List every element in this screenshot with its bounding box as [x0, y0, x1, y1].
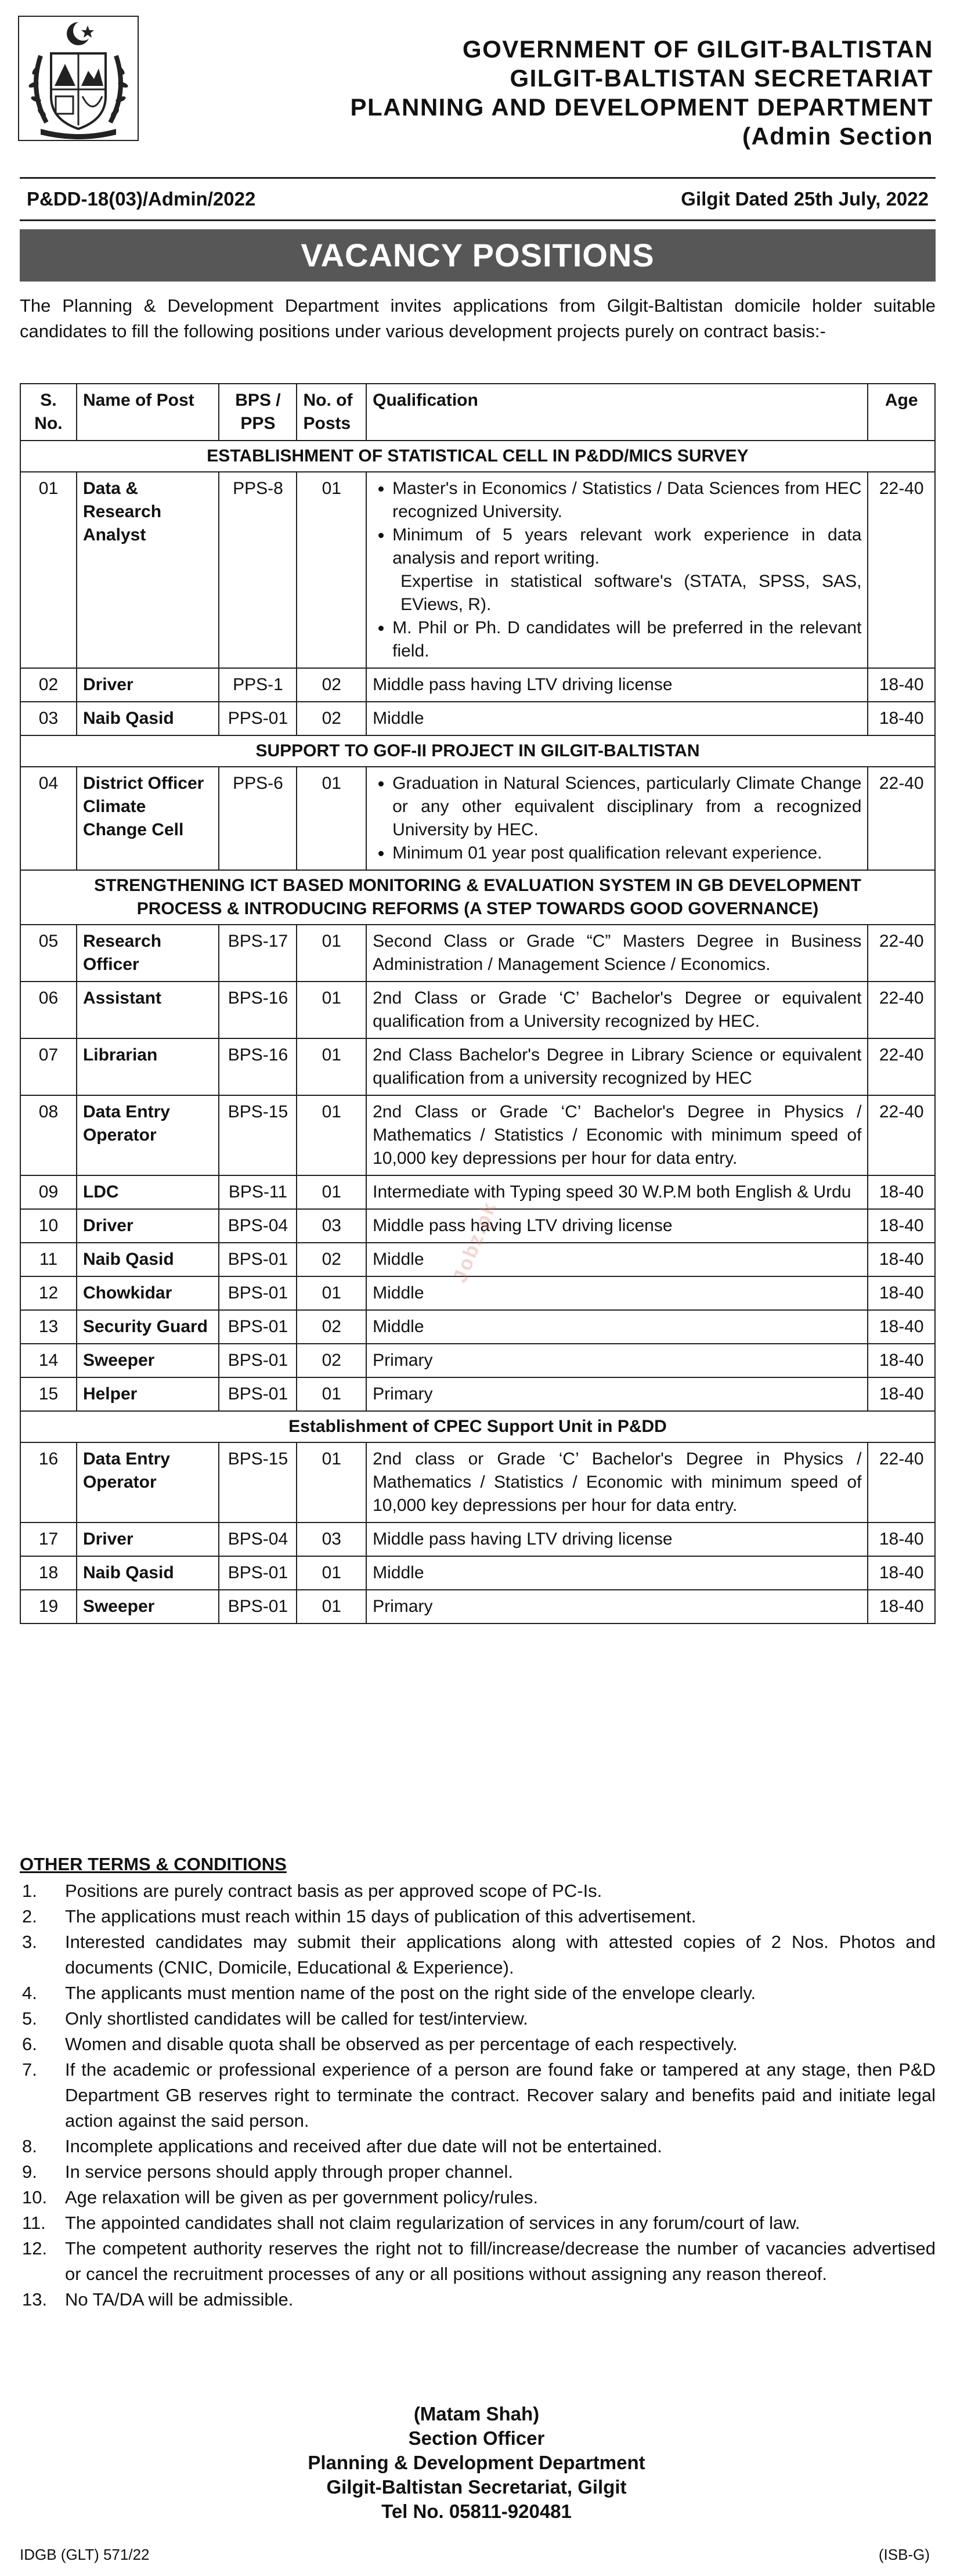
cell-age: 18-40 [868, 1344, 935, 1377]
cell-qualification: Intermediate with Typing speed 30 W.P.M both English & Urdu [366, 1175, 868, 1209]
gilgit-baltistan-emblem-icon [17, 15, 139, 142]
term-item [20, 1929, 936, 1980]
footer-region: (ISB-G) [878, 2546, 930, 2563]
intro-paragraph: The Planning & Development Department invites applications from Gilgit-Baltistan domicile holder suitable candidates to fill the following positions under various development projects purely on contract basis:- [20, 295, 936, 341]
section-title: SUPPORT TO GOF-II PROJECT IN GILGIT-BALTISTAN [20, 735, 935, 767]
cell-bps: BPS-01 [219, 1243, 297, 1276]
section-row [20, 441, 935, 472]
cell-post: Sweeper [77, 1344, 219, 1377]
cell-posts: 01 [297, 767, 366, 870]
cell-age: 18-40 [868, 1276, 935, 1310]
cell-age: 18-40 [868, 1590, 935, 1623]
section-title: Establishment of CPEC Support Unit in P&DD [20, 1411, 935, 1442]
term-number: 1. [22, 1881, 37, 1901]
qualification-item: Expertise in statistical software's (STATA, SPSS, SAS, EViews, R). [400, 572, 862, 614]
term-item [20, 2236, 936, 2287]
terms-heading: OTHER TERMS & CONDITIONS [20, 1854, 287, 1874]
cell-bps: BPS-16 [219, 982, 297, 1038]
cell-post: Driver [77, 668, 219, 702]
table-row [20, 1095, 935, 1175]
cell-qualification: Middle pass having LTV driving license [366, 1522, 868, 1556]
cell-posts: 01 [297, 982, 366, 1038]
cell-posts: 02 [297, 1243, 366, 1276]
header-posts: No. of Posts [297, 384, 366, 441]
cell-bps: BPS-11 [219, 1175, 297, 1209]
cell-posts: 01 [297, 1442, 366, 1522]
cell-sno: 09 [20, 1175, 77, 1209]
vacancy-table-body [20, 441, 935, 1623]
cell-qualification [366, 767, 868, 870]
qualification-item: • Minimum 01 year post qualification relevant experience. [392, 842, 861, 865]
cell-posts: 03 [297, 1522, 366, 1556]
cell-age: 22-40 [868, 767, 935, 870]
term-number: 7. [22, 2059, 37, 2080]
cell-bps: BPS-01 [219, 1377, 297, 1411]
cell-posts: 02 [297, 1310, 366, 1344]
cell-qualification: 2nd Class or Grade ‘C’ Bachelor's Degree in Physics / Mathematics / Statistics / Economic with minimum speed of 10,000 key depressions per hour for data entry. [366, 1095, 868, 1175]
cell-age: 18-40 [868, 1556, 935, 1590]
terms-list [20, 1878, 936, 2312]
cell-age: 18-40 [868, 702, 935, 735]
section-title: ESTABLISHMENT OF STATISTICAL CELL IN P&DD/MICS SURVEY [20, 441, 935, 472]
cell-bps: PPS-6 [219, 767, 297, 870]
cell-sno: 03 [20, 702, 77, 735]
table-header-row [20, 384, 935, 441]
cell-sno: 05 [20, 925, 77, 982]
table-row [20, 1038, 935, 1095]
cell-sno: 12 [20, 1276, 77, 1310]
reference-date: Gilgit Dated 25th July, 2022 [681, 188, 929, 210]
term-item [20, 2287, 936, 2312]
term-number: 8. [22, 2136, 37, 2156]
signatory-office: Gilgit-Baltistan Secretariat, Gilgit [326, 2476, 627, 2498]
cell-sno: 06 [20, 982, 77, 1038]
table-row [20, 1276, 935, 1310]
cell-qualification: 2nd Class Bachelor's Degree in Library Science or equivalent qualification from a university recognized by HEC [366, 1038, 868, 1095]
cell-sno: 18 [20, 1556, 77, 1590]
cell-post: Data Entry Operator [77, 1442, 219, 1522]
signatory-designation: Section Officer [408, 2427, 545, 2449]
table-row [20, 1175, 935, 1209]
table-row [20, 1344, 935, 1377]
cell-posts: 01 [297, 1038, 366, 1095]
term-number: 9. [22, 2162, 37, 2182]
cell-qualification: Primary [366, 1590, 868, 1623]
footer-code: IDGB (GLT) 571/22 [20, 2546, 150, 2563]
table-row [20, 1556, 935, 1590]
term-text: Interested candidates may submit their applications along with attested copies of 2 Nos. Photos and documents (CNIC, Domicile, Educational & Experience). [65, 1932, 936, 1978]
cell-age: 22-40 [868, 925, 935, 982]
header-line-secretariat: GILGIT-BALTISTAN SECRETARIAT [510, 64, 933, 92]
cell-sno: 17 [20, 1522, 77, 1556]
cell-sno: 14 [20, 1344, 77, 1377]
qualification-item: • Graduation in Natural Sciences, particularly Climate Change or any other equivalent disciplinary from a recognized University by HEC. [392, 772, 861, 842]
cell-qualification: Second Class or Grade “C” Masters Degree in Business Administration / Management Science / Economics. [366, 925, 868, 982]
term-item [20, 2159, 936, 2185]
term-text: Incomplete applications and received after due date will not be entertained. [65, 2136, 662, 2156]
signatory-name: (Matam Shah) [413, 2403, 540, 2425]
header-sno: S. No. [20, 384, 77, 441]
term-number: 13. [22, 2289, 48, 2310]
term-number: 11. [22, 2213, 46, 2233]
cell-bps: BPS-15 [219, 1095, 297, 1175]
cell-age: 22-40 [868, 1095, 935, 1175]
header-age: Age [868, 384, 935, 441]
header-line-department: PLANNING AND DEVELOPMENT DEPARTMENT [350, 93, 933, 121]
cell-post: Driver [77, 1522, 219, 1556]
cell-age: 18-40 [868, 1522, 935, 1556]
cell-post: District Officer Climate Change Cell [77, 767, 219, 870]
cell-posts: 01 [297, 1590, 366, 1623]
cell-age: 18-40 [868, 1243, 935, 1276]
term-item [20, 2057, 936, 2134]
term-item [20, 2210, 936, 2236]
cell-posts: 01 [297, 1276, 366, 1310]
cell-post: Research Officer [77, 925, 219, 982]
signatory-department: Planning & Development Department [308, 2452, 645, 2473]
header-post: Name of Post [77, 384, 219, 441]
table-row [20, 767, 935, 870]
term-text: No TA/DA will be admissible. [65, 2289, 294, 2310]
cell-bps: BPS-04 [219, 1522, 297, 1556]
term-item [20, 2032, 936, 2057]
reference-bar [20, 177, 936, 221]
cell-posts: 03 [297, 1209, 366, 1243]
cell-post: Security Guard [77, 1310, 219, 1344]
term-text: Women and disable quota shall be observed as per percentage of each respectively. [65, 2034, 738, 2054]
cell-qualification: Primary [366, 1344, 868, 1377]
header-qualification: Qualification [366, 384, 868, 441]
section-title: STRENGTHENING ICT BASED MONITORING & EVALUATION SYSTEM IN GB DEVELOPMENT PROCESS & INTRODUCING REFORMS (A STEP TOWARDS GOOD GOVERNANCE) [20, 870, 935, 925]
term-text: The appointed candidates shall not claim regularization of services in any forum/court of law. [65, 2213, 800, 2233]
cell-bps: PPS-01 [219, 702, 297, 735]
cell-qualification: Middle [366, 1243, 868, 1276]
cell-qualification: Middle [366, 1310, 868, 1344]
term-number: 6. [22, 2034, 37, 2054]
cell-bps: BPS-17 [219, 925, 297, 982]
section-row [20, 870, 935, 925]
section-row [20, 735, 935, 767]
cell-post: Librarian [77, 1038, 219, 1095]
cell-sno: 11 [20, 1243, 77, 1276]
cell-post: Naib Qasid [77, 702, 219, 735]
cell-bps: BPS-01 [219, 1310, 297, 1344]
cell-sno: 08 [20, 1095, 77, 1175]
cell-qualification [366, 472, 868, 668]
header-line-government: GOVERNMENT OF GILGIT-BALTISTAN [462, 35, 933, 63]
term-text: Only shortlisted candidates will be called for test/interview. [65, 2008, 528, 2029]
term-item [20, 1980, 936, 2006]
cell-post: Naib Qasid [77, 1243, 219, 1276]
table-row [20, 668, 935, 702]
cell-post: LDC [77, 1175, 219, 1209]
cell-sno: 13 [20, 1310, 77, 1344]
term-item [20, 2134, 936, 2159]
term-number: 2. [22, 1906, 37, 1926]
cell-post: Data Entry Operator [77, 1095, 219, 1175]
page-title: VACANCY POSITIONS [20, 229, 936, 282]
cell-qualification: 2nd class or Grade ‘C’ Bachelor's Degree in Physics / Mathematics / Statistics / Economic with minimum speed of 10,000 key depressions per hour for data entry. [366, 1442, 868, 1522]
cell-sno: 07 [20, 1038, 77, 1095]
term-text: The applicants must mention name of the post on the right side of the envelope clearly. [65, 1983, 756, 2003]
term-text: In service persons should apply through proper channel. [65, 2162, 514, 2182]
qualification-item: • Master's in Economics / Statistics / Data Sciences from HEC recognized University. [392, 477, 861, 524]
cell-bps: BPS-01 [219, 1556, 297, 1590]
term-text: The applications must reach within 15 days of publication of this advertisement. [65, 1906, 696, 1926]
cell-sno: 02 [20, 668, 77, 702]
cell-posts: 01 [297, 472, 366, 668]
signatory-tel: Tel No. 05811-920481 [381, 2501, 572, 2522]
cell-posts: 02 [297, 1344, 366, 1377]
term-number: 4. [22, 1983, 37, 2003]
cell-qualification: Middle [366, 1556, 868, 1590]
term-item [20, 2006, 936, 2032]
cell-age: 22-40 [868, 472, 935, 668]
cell-qualification: Middle [366, 1276, 868, 1310]
cell-sno: 04 [20, 767, 77, 870]
cell-post: Driver [77, 1209, 219, 1243]
table-row [20, 1522, 935, 1556]
term-number: 10. [22, 2187, 48, 2207]
cell-bps: BPS-01 [219, 1344, 297, 1377]
cell-sno: 01 [20, 472, 77, 668]
table-row [20, 1377, 935, 1411]
table-row [20, 1209, 935, 1243]
term-text: Positions are purely contract basis as per approved scope of PC-Is. [65, 1881, 602, 1901]
cell-age: 18-40 [868, 1209, 935, 1243]
cell-sno: 15 [20, 1377, 77, 1411]
cell-bps: BPS-01 [219, 1276, 297, 1310]
cell-bps: BPS-15 [219, 1442, 297, 1522]
cell-bps: BPS-16 [219, 1038, 297, 1095]
term-item [20, 1878, 936, 1904]
cell-age: 18-40 [868, 1310, 935, 1344]
header-bps: BPS / PPS [219, 384, 297, 441]
term-number: 12. [22, 2238, 48, 2258]
cell-age: 22-40 [868, 1442, 935, 1522]
table-row [20, 702, 935, 735]
cell-posts: 01 [297, 925, 366, 982]
cell-bps: BPS-01 [219, 1590, 297, 1623]
cell-qualification: 2nd Class or Grade ‘C’ Bachelor's Degree or equivalent qualification from a University recognized by HEC. [366, 982, 868, 1038]
qualification-list [373, 772, 861, 865]
cell-post: Sweeper [77, 1590, 219, 1623]
cell-post: Naib Qasid [77, 1556, 219, 1590]
cell-age: 18-40 [868, 1377, 935, 1411]
qualification-list [373, 477, 861, 663]
header-line-section: (Admin Section [742, 122, 933, 150]
cell-posts: 01 [297, 1556, 366, 1590]
vacancy-table [20, 383, 936, 1624]
cell-posts: 01 [297, 1095, 366, 1175]
cell-posts: 02 [297, 702, 366, 735]
table-row [20, 472, 935, 668]
cell-qualification: Middle pass having LTV driving license [366, 668, 868, 702]
term-item [20, 1904, 936, 1929]
cell-age: 18-40 [868, 668, 935, 702]
term-number: 5. [22, 2008, 37, 2029]
cell-post: Helper [77, 1377, 219, 1411]
cell-sno: 19 [20, 1590, 77, 1623]
table-row [20, 1442, 935, 1522]
section-row [20, 1411, 935, 1442]
cell-bps: PPS-1 [219, 668, 297, 702]
table-row [20, 1590, 935, 1623]
cell-post: Assistant [77, 982, 219, 1038]
table-row [20, 1310, 935, 1344]
term-text: If the academic or professional experience of a person are found fake or tampered at any stage, then P&D Department GB reserves right to terminate the contract. Recover salary and benefits paid and initiate legal action against the said person. [65, 2059, 936, 2131]
reference-number: P&DD-18(03)/Admin/2022 [27, 188, 256, 210]
table-row [20, 1243, 935, 1276]
term-text: The competent authority reserves the right not to fill/increase/decrease the number of vacancies advertised or cancel the recruitment processes of any or all positions without assigning any reason thereof. [65, 2238, 936, 2284]
qualification-item: • M. Phil or Ph. D candidates will be preferred in the relevant field. [392, 616, 861, 663]
terms-section [20, 1852, 936, 2312]
term-text: Age relaxation will be given as per government policy/rules. [65, 2187, 539, 2207]
cell-age: 22-40 [868, 982, 935, 1038]
cell-posts: 01 [297, 1175, 366, 1209]
cell-qualification: Primary [366, 1377, 868, 1411]
watermark: Jobz.pk [449, 1197, 501, 1286]
cell-age: 22-40 [868, 1038, 935, 1095]
cell-posts: 02 [297, 668, 366, 702]
cell-qualification: Middle pass having LTV driving license [366, 1209, 868, 1243]
cell-bps: PPS-8 [219, 472, 297, 668]
header-titles [350, 35, 933, 151]
qualification-item: • Minimum of 5 years relevant work experience in data analysis and report writing. [392, 524, 861, 570]
table-row [20, 925, 935, 982]
cell-age: 18-40 [868, 1175, 935, 1209]
cell-post: Data & Research Analyst [77, 472, 219, 668]
cell-sno: 10 [20, 1209, 77, 1243]
cell-qualification: Middle [366, 702, 868, 735]
term-item [20, 2185, 936, 2210]
cell-bps: BPS-04 [219, 1209, 297, 1243]
table-row [20, 982, 935, 1038]
cell-post: Chowkidar [77, 1276, 219, 1310]
cell-posts: 01 [297, 1377, 366, 1411]
term-number: 3. [22, 1932, 37, 1952]
signature-block [0, 2402, 953, 2524]
cell-sno: 16 [20, 1442, 77, 1522]
